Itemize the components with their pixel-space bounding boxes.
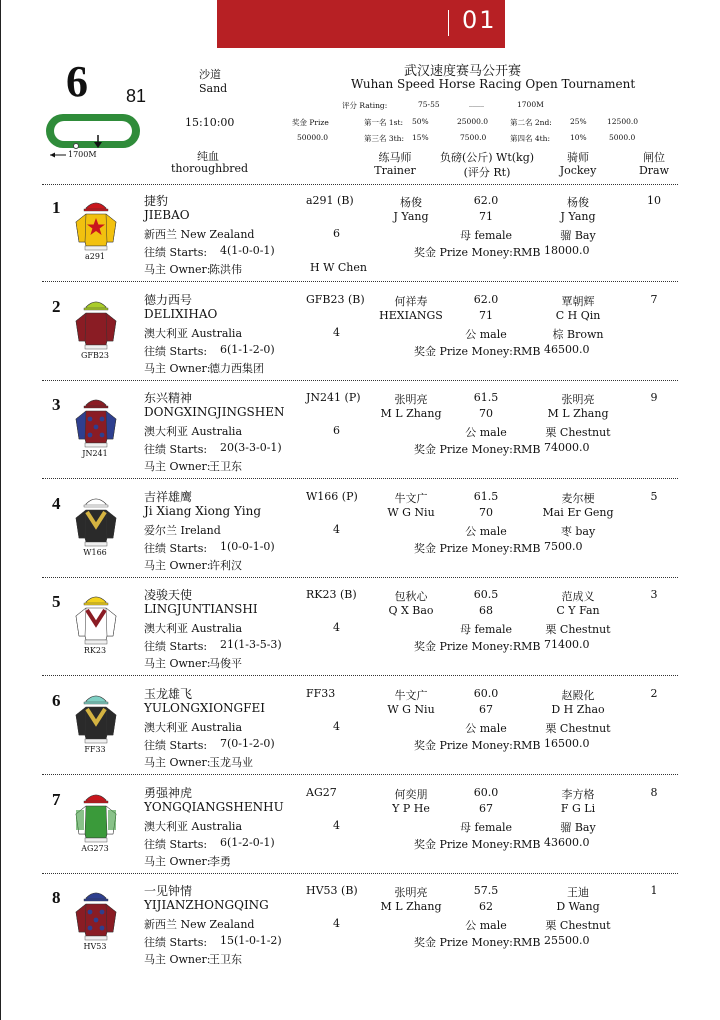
brand-code: W166 (P) xyxy=(306,489,358,503)
jockey-silk xyxy=(72,689,120,745)
horse-origin: 新西兰 New Zealand xyxy=(144,228,255,241)
entry-row xyxy=(0,188,720,286)
trainer-en: W G Niu xyxy=(387,505,435,519)
breed-cn: 纯血 xyxy=(197,150,219,163)
silk-code: AG273 xyxy=(81,843,109,853)
horse-sex: 公 male xyxy=(465,426,507,440)
horse-age: 4 xyxy=(333,522,340,536)
jockey-silk xyxy=(72,788,120,844)
jockey-en: J Yang xyxy=(560,210,596,223)
rating-dash: ____ xyxy=(469,98,484,107)
draw: 5 xyxy=(650,489,658,503)
prize-money-label: 奖金 Prize Money:RMB xyxy=(414,837,541,851)
owner-cn: 许利汉 xyxy=(209,558,242,572)
draw: 7 xyxy=(650,292,658,306)
horse-name-cn: 勇强神虎 xyxy=(144,785,193,800)
horse-color: 骝 Bay xyxy=(560,229,596,242)
jockey-silk-icon xyxy=(72,788,120,844)
entry-number: 8 xyxy=(52,888,61,908)
jockey-silk-icon xyxy=(72,689,120,745)
starts-record: 15(1-0-1-2) xyxy=(220,934,282,948)
rating-label: 评分 Rating: xyxy=(342,101,388,110)
silk-code: RK23 xyxy=(83,646,107,656)
jockey-en: Mai Er Geng xyxy=(542,505,614,519)
entry-divider xyxy=(42,380,678,381)
prize-1st-amt: 25000.0 xyxy=(457,117,489,126)
horse-name-cn: 东兴精神 xyxy=(144,391,193,406)
silk-code: W166 xyxy=(83,547,107,557)
col-draw-en: Draw xyxy=(638,164,670,177)
surface-en: Sand xyxy=(199,82,228,95)
jockey-silk xyxy=(72,590,120,646)
prize-3rd-amt: 7500.0 xyxy=(460,133,487,142)
horse-name-cn: 德力西号 xyxy=(144,292,193,307)
jockey-en: D H Zhao xyxy=(551,703,605,716)
owner-cn: 李勇 xyxy=(209,854,231,868)
owner-label: 马主 Owner: xyxy=(144,953,211,967)
jockey-silk xyxy=(72,393,120,449)
brand-code: GFB23 (B) xyxy=(306,292,365,306)
prize-money-label: 奖金 Prize Money:RMB xyxy=(414,541,541,555)
entry-row xyxy=(0,780,720,878)
col-trainer-cn: 练马师 xyxy=(378,151,412,164)
entry-row xyxy=(0,385,720,483)
prize-money-label: 奖金 Prize Money:RMB xyxy=(414,640,541,654)
horse-name-en: JIEBAO xyxy=(144,208,190,222)
owner-en: H W Chen xyxy=(310,261,367,274)
horse-sex: 母 female xyxy=(459,820,513,834)
weight: 60.5 xyxy=(473,588,499,602)
horse-name-en: Ji Xiang Xiong Ying xyxy=(144,503,262,518)
draw: 9 xyxy=(650,391,658,405)
entry-divider xyxy=(42,774,678,775)
owner-cn: 马俊平 xyxy=(209,657,242,671)
weight: 61.5 xyxy=(473,489,499,503)
jockey-silk-icon xyxy=(72,886,120,942)
brand-code: AG27 xyxy=(306,785,337,799)
jockey-silk-icon xyxy=(72,295,120,351)
trainer-en: Y P He xyxy=(392,801,430,815)
starts-label: 往绩 Starts: xyxy=(144,837,208,851)
draw: 2 xyxy=(650,687,658,700)
jockey-cn: 赵殿化 xyxy=(561,689,595,702)
weight: 60.0 xyxy=(473,687,499,700)
jockey-silk-icon xyxy=(72,196,120,252)
jockey-cn: 覃朝辉 xyxy=(561,294,595,308)
entry-divider xyxy=(42,281,678,282)
horse-name-en: DONGXINGJINGSHEN xyxy=(144,405,285,420)
title-cn: 武汉速度赛马公开赛 xyxy=(404,64,522,79)
entry-row xyxy=(0,681,720,779)
jockey-en: M L Zhang xyxy=(547,407,609,421)
owner-label: 马主 Owner: xyxy=(144,657,211,671)
owner-label: 马主 Owner: xyxy=(144,756,211,769)
prize-money-label: 奖金 Prize Money:RMB xyxy=(414,246,541,259)
prize-4th-amt: 5000.0 xyxy=(609,133,636,142)
trainer-en: J Yang xyxy=(393,210,429,223)
horse-age: 4 xyxy=(333,621,340,635)
col-jockey-en: Jockey xyxy=(559,164,597,177)
weight: 57.5 xyxy=(473,884,499,898)
trainer-cn: 张明亮 xyxy=(394,886,428,900)
prize-2nd-pct: 25% xyxy=(570,117,587,126)
owner-cn: 德力西集团 xyxy=(209,361,264,375)
prize-money: 16500.0 xyxy=(544,737,590,750)
horse-color: 棕 Brown xyxy=(552,327,604,341)
horse-origin: 新西兰 New Zealand xyxy=(144,918,255,932)
brand-code: FF33 xyxy=(306,687,336,700)
race-time: 15:10:00 xyxy=(185,116,235,129)
starts-record: 1(0-0-1-0) xyxy=(220,539,275,553)
horse-age: 4 xyxy=(333,917,340,931)
prize-3rd-label: 第三名 3th: xyxy=(364,134,405,143)
race-number: 6 xyxy=(66,57,88,106)
rating-value: 75-55 xyxy=(418,100,440,109)
horse-age: 6 xyxy=(333,227,340,240)
trainer-cn: 张明亮 xyxy=(394,393,428,407)
horse-color: 枣 bay xyxy=(560,524,596,538)
horse-name-cn: 玉龙雄飞 xyxy=(144,687,193,701)
entry-divider xyxy=(42,675,678,676)
silk-code: a291 xyxy=(84,252,106,261)
prize-total: 50000.0 xyxy=(297,133,329,142)
starts-record: 6(1-2-0-1) xyxy=(220,835,275,849)
prize-money-label: 奖金 Prize Money:RMB xyxy=(414,443,541,457)
owner-label: 马主 Owner: xyxy=(144,460,211,474)
silk-code: FF33 xyxy=(84,745,106,754)
horse-color: 骝 Bay xyxy=(560,820,596,834)
jockey-cn: 范成义 xyxy=(561,590,595,604)
horse-color: 栗 Chestnut xyxy=(545,623,611,637)
entry-divider xyxy=(42,478,678,479)
silk-code: JN241 xyxy=(82,449,108,459)
jockey-cn: 麦尔梗 xyxy=(561,491,595,505)
weight: 60.0 xyxy=(473,785,499,799)
horse-color: 栗 Chestnut xyxy=(545,919,611,933)
jockey-en: D Wang xyxy=(556,900,600,914)
jockey-silk-icon xyxy=(72,393,120,449)
horse-name-cn: 凌骏天使 xyxy=(144,588,193,603)
jockey-cn: 王迪 xyxy=(567,886,589,900)
rating: 71 xyxy=(479,308,493,322)
horse-age: 4 xyxy=(333,325,340,339)
draw: 3 xyxy=(650,588,658,602)
starts-record: 7(0-1-2-0) xyxy=(220,737,275,750)
prize-1st-pct: 50% xyxy=(412,117,429,126)
weight: 62.0 xyxy=(473,292,499,306)
horse-age: 4 xyxy=(333,720,340,733)
horse-sex: 母 female xyxy=(459,623,513,637)
owner-cn: 王卫东 xyxy=(209,953,242,967)
prize-4th-label: 第四名 4th: xyxy=(510,134,551,143)
rating: 70 xyxy=(479,407,493,421)
prize-money: 25500.0 xyxy=(544,934,590,948)
jockey-silk xyxy=(72,886,120,942)
trainer-en: W G Niu xyxy=(387,703,435,716)
entry-row xyxy=(0,878,720,976)
col-weight-en: (评分 Rt) xyxy=(463,166,511,179)
prize-3rd-pct: 15% xyxy=(412,133,429,142)
starts-record: 21(1-3-5-3) xyxy=(220,638,282,652)
entry-row xyxy=(0,287,720,385)
prize-money: 7500.0 xyxy=(544,539,583,553)
horse-sex: 公 male xyxy=(465,524,507,538)
horse-color: 栗 Chestnut xyxy=(545,722,611,735)
prize-money: 71400.0 xyxy=(544,638,590,652)
rating: 67 xyxy=(479,801,493,815)
entry-number: 4 xyxy=(52,493,61,513)
starts-label: 往绩 Starts: xyxy=(144,640,208,654)
rating: 70 xyxy=(479,505,493,519)
horse-name-en: YONGQIANGSHENHU xyxy=(144,799,284,814)
jockey-silk-icon xyxy=(72,492,120,548)
owner-label: 马主 Owner: xyxy=(144,361,211,375)
starts-record: 4(1-0-0-1) xyxy=(220,244,275,257)
prize-1st-label: 第一名 1st: xyxy=(364,118,404,127)
trainer-en: M L Zhang xyxy=(380,900,442,914)
jockey-silk xyxy=(72,196,120,252)
horse-origin: 澳大利亚 Australia xyxy=(144,721,243,734)
trainer-cn: 杨俊 xyxy=(400,196,422,209)
jockey-silk xyxy=(72,492,120,548)
col-weight-cn: 负磅(公斤) Wt(kg) xyxy=(439,151,535,164)
owner-cn: 陈洪伟 xyxy=(209,263,242,276)
jockey-cn: 杨俊 xyxy=(567,196,589,209)
trainer-cn: 何祥寿 xyxy=(394,294,428,308)
owner-label: 马主 Owner: xyxy=(144,558,211,572)
brand-code: a291 (B) xyxy=(306,194,354,207)
horse-name-en: LINGJUNTIANSHI xyxy=(144,602,258,617)
horse-origin: 爱尔兰 Ireland xyxy=(144,523,221,537)
col-draw-cn: 闸位 xyxy=(643,151,665,164)
draw: 10 xyxy=(647,194,661,207)
prize-money-label: 奖金 Prize Money:RMB xyxy=(414,936,541,950)
prize-money: 18000.0 xyxy=(544,244,590,257)
starts-record: 20(3-3-0-1) xyxy=(220,441,282,455)
horse-name-cn: 吉祥雄鹰 xyxy=(144,489,193,504)
prize-money: 46500.0 xyxy=(544,342,590,356)
rating: 68 xyxy=(479,604,493,618)
horse-sex: 公 male xyxy=(465,722,507,735)
brand-code: JN241 (P) xyxy=(306,391,361,405)
entry-divider xyxy=(42,873,678,874)
horse-age: 6 xyxy=(333,424,340,438)
breed-en: thoroughbred xyxy=(171,162,249,175)
col-trainer-en: Trainer xyxy=(374,164,416,177)
horse-color: 栗 Chestnut xyxy=(545,426,611,440)
jockey-cn: 李方格 xyxy=(561,787,595,801)
owner-cn: 王卫东 xyxy=(209,460,242,474)
horse-age: 4 xyxy=(333,818,340,832)
prize-money: 74000.0 xyxy=(544,441,590,455)
weight: 62.0 xyxy=(473,194,499,207)
prize-2nd-label: 第二名 2nd: xyxy=(510,118,552,127)
surface-cn: 沙道 xyxy=(199,68,221,81)
trainer-cn: 牛文广 xyxy=(394,491,428,505)
entry-number: 7 xyxy=(52,789,61,809)
title-en: Wuhan Speed Horse Racing Open Tournament xyxy=(351,77,636,91)
starts-label: 往绩 Starts: xyxy=(144,739,208,752)
horse-origin: 澳大利亚 Australia xyxy=(144,425,243,439)
horse-name-cn: 捷豹 xyxy=(144,194,169,208)
starts-label: 往绩 Starts: xyxy=(144,541,208,555)
horse-name-en: DELIXIHAO xyxy=(144,306,218,321)
horse-name-en: YIJIANZHONGQING xyxy=(144,898,269,913)
draw: 1 xyxy=(650,884,658,898)
horse-origin: 澳大利亚 Australia xyxy=(144,622,243,636)
jockey-silk xyxy=(72,295,120,351)
horse-sex: 公 male xyxy=(465,327,507,341)
col-jockey-cn: 骑师 xyxy=(567,151,589,164)
rating: 71 xyxy=(479,210,493,223)
owner-cn: 玉龙马业 xyxy=(209,756,253,769)
weight: 61.5 xyxy=(473,391,499,405)
trainer-cn: 包秋心 xyxy=(394,590,428,604)
owner-label: 马主 Owner: xyxy=(144,854,211,868)
entry-number: 3 xyxy=(52,395,61,415)
trainer-en: HEXIANGS xyxy=(379,308,443,322)
trainer-en: Q X Bao xyxy=(388,604,434,618)
page-number: 01 xyxy=(462,6,497,34)
prize-money-label: 奖金 Prize Money:RMB xyxy=(414,739,541,752)
header-divider xyxy=(42,184,678,185)
entry-row xyxy=(0,484,720,582)
silk-code: HV53 xyxy=(83,942,107,952)
trainer-cn: 牛文广 xyxy=(394,689,428,702)
entry-divider xyxy=(42,577,678,578)
prize-2nd-amt: 12500.0 xyxy=(607,117,639,126)
silk-code: GFB23 xyxy=(81,350,109,360)
entry-number: 5 xyxy=(52,592,61,612)
prize-money: 43600.0 xyxy=(544,835,590,849)
race-distance: 1700M xyxy=(517,100,544,109)
track-length: 1700M xyxy=(68,150,97,159)
trainer-cn: 何奕朋 xyxy=(394,787,428,801)
jockey-en: C H Qin xyxy=(555,308,601,322)
entry-number: 6 xyxy=(52,691,61,710)
starts-label: 往绩 Starts: xyxy=(144,344,208,358)
horse-name-cn: 一见钟情 xyxy=(144,884,193,899)
trainer-en: M L Zhang xyxy=(380,407,442,421)
distance-mark: 81 xyxy=(126,86,147,106)
starts-record: 6(1-1-2-0) xyxy=(220,342,275,356)
jockey-en: C Y Fan xyxy=(556,604,600,618)
starts-label: 往绩 Starts: xyxy=(144,936,208,950)
jockey-en: F G Li xyxy=(560,801,596,815)
entry-number: 1 xyxy=(52,198,61,217)
tab-divider xyxy=(448,10,449,36)
prize-4th-pct: 10% xyxy=(570,133,587,142)
starts-label: 往绩 Starts: xyxy=(144,246,208,259)
prize-money-label: 奖金 Prize Money:RMB xyxy=(414,344,541,358)
rating: 67 xyxy=(479,703,493,716)
horse-origin: 澳大利亚 Australia xyxy=(144,326,243,340)
horse-name-en: YULONGXIONGFEI xyxy=(144,701,265,715)
horse-sex: 母 female xyxy=(459,229,513,242)
entry-row xyxy=(0,582,720,680)
prize-label: 奖金 Prize xyxy=(292,118,329,127)
horse-origin: 澳大利亚 Australia xyxy=(144,819,243,833)
brand-code: RK23 (B) xyxy=(306,588,357,602)
brand-code: HV53 (B) xyxy=(306,884,358,898)
starts-label: 往绩 Starts: xyxy=(144,443,208,457)
jockey-silk-icon xyxy=(72,590,120,646)
rating: 62 xyxy=(479,900,493,914)
jockey-cn: 张明亮 xyxy=(561,393,595,407)
draw: 8 xyxy=(650,785,658,799)
owner-label: 马主 Owner: xyxy=(144,263,211,276)
entry-number: 2 xyxy=(52,296,61,316)
horse-sex: 公 male xyxy=(465,919,507,933)
